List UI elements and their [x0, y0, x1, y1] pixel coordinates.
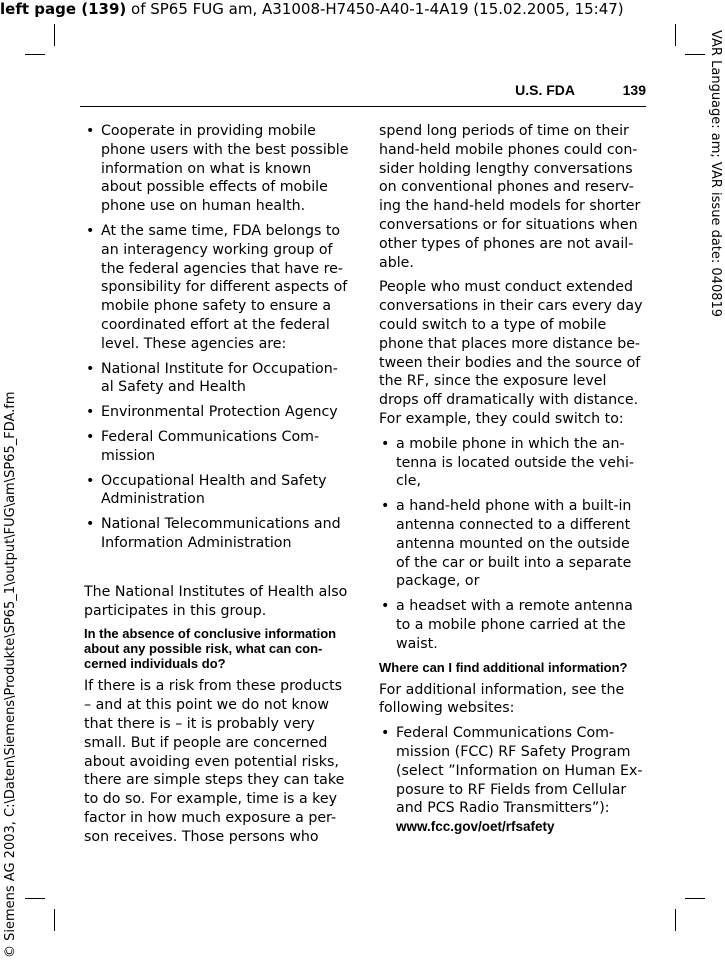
crop-mark [54, 909, 55, 931]
list-item: • Occupational Health and Safety Administration [84, 472, 350, 510]
section-title: U.S. FDA [515, 82, 575, 98]
list-item [379, 724, 647, 837]
page-header [80, 80, 646, 107]
var-language-note: VAR Language: am; VAR issue date: 040819 [708, 30, 723, 318]
left-column [84, 122, 350, 853]
crop-mark [25, 54, 45, 55]
answer-paragraph: If there is a risk from these products – and at this point we do not know that there is – it is probably very small. But if people are concerned about avoiding even potential risks, there are simple steps they can take to do so. For example, time is a key factor in how much exposure a per-son receives. Those persons who [84, 678, 345, 845]
phone-options-list [379, 435, 647, 654]
list-item: • At the same time, FDA belongs to an interagency working group of the federal agencies that have re-sponsibility for different aspects of mobile phone safety to ensure a coordinated effort at the federal level. These agencies are: [84, 222, 350, 354]
website-description: Federal Communications Com-mission (FCC) RF Safety Program (select ”Information on Human Ex-posure to RF Fields from Cellular and PCS Radio Transmitters”): [396, 725, 643, 817]
list-item: • a mobile phone in which the an-tenna is located outside the vehi-cle, [379, 435, 647, 491]
fda-actions-list [84, 122, 350, 354]
document-meta-line [0, 0, 624, 18]
meta-file-info: of SP65 FUG am, A31008-H7450-A40-1-4A19 (15.02.2005, 15:47) [126, 0, 624, 18]
crop-mark [675, 24, 676, 46]
list-item: • a headset with a remote antenna to a mobile phone carried at the waist. [379, 597, 647, 653]
list-item: • Cooperate in providing mobile phone users with the best possible information on what is known about possible effects of mobile phone use on human health. [84, 122, 350, 216]
websites-list [379, 724, 647, 837]
crop-mark [685, 54, 705, 55]
list-item: • National Institute for Occupation-al Safety and Health [84, 360, 350, 398]
question-heading: Where can I find additional information? [379, 659, 628, 675]
right-column [379, 122, 647, 843]
question-heading: In the absence of conclusive information about any possible risk, what can con-cerned individuals do? [84, 626, 337, 672]
copyright-file-path: © Siemens AG 2003, C:\Daten\Siemens\Produkte\SP65_1\output\FUG\am\SP65_FDA.fm [3, 391, 18, 958]
crop-mark [685, 898, 705, 899]
page-number: 139 [622, 82, 646, 98]
list-item: • National Telecommunications and Information Administration [84, 515, 350, 553]
paragraph: spend long periods of time on their hand-held mobile phones could con-sider holding lengthy conversations on conventional phones and reserv-ing the hand-held models for shorter conversations or for situations when other types of phones are not avail-able. [379, 123, 641, 271]
paragraph: For additional information, see the following websites: [379, 681, 625, 717]
list-item: • Environmental Protection Agency [84, 403, 350, 422]
nih-paragraph: The National Institutes of Health also participates in this group. [84, 583, 348, 619]
list-item: • a hand-held phone with a built-in antenna connected to a different antenna mounted on the outside of the car or built into a separate package, or [379, 497, 647, 591]
agencies-list [84, 360, 350, 553]
meta-page-label: left page (139) [0, 0, 127, 18]
crop-mark [675, 909, 676, 931]
crop-mark [54, 24, 55, 46]
paragraph: People who must conduct extended conversations in their cars every day could switch to a type of mobile phone that places more distance be-tween their bodies and the source of the RF, since the exposure level drops off dramatically with distance. For example, they could switch to: [379, 279, 643, 427]
website-link[interactable]: www.fcc.gov/oet/rfsafety [396, 819, 555, 835]
crop-mark [25, 898, 45, 899]
list-item: • Federal Communications Com-mission [84, 428, 350, 466]
